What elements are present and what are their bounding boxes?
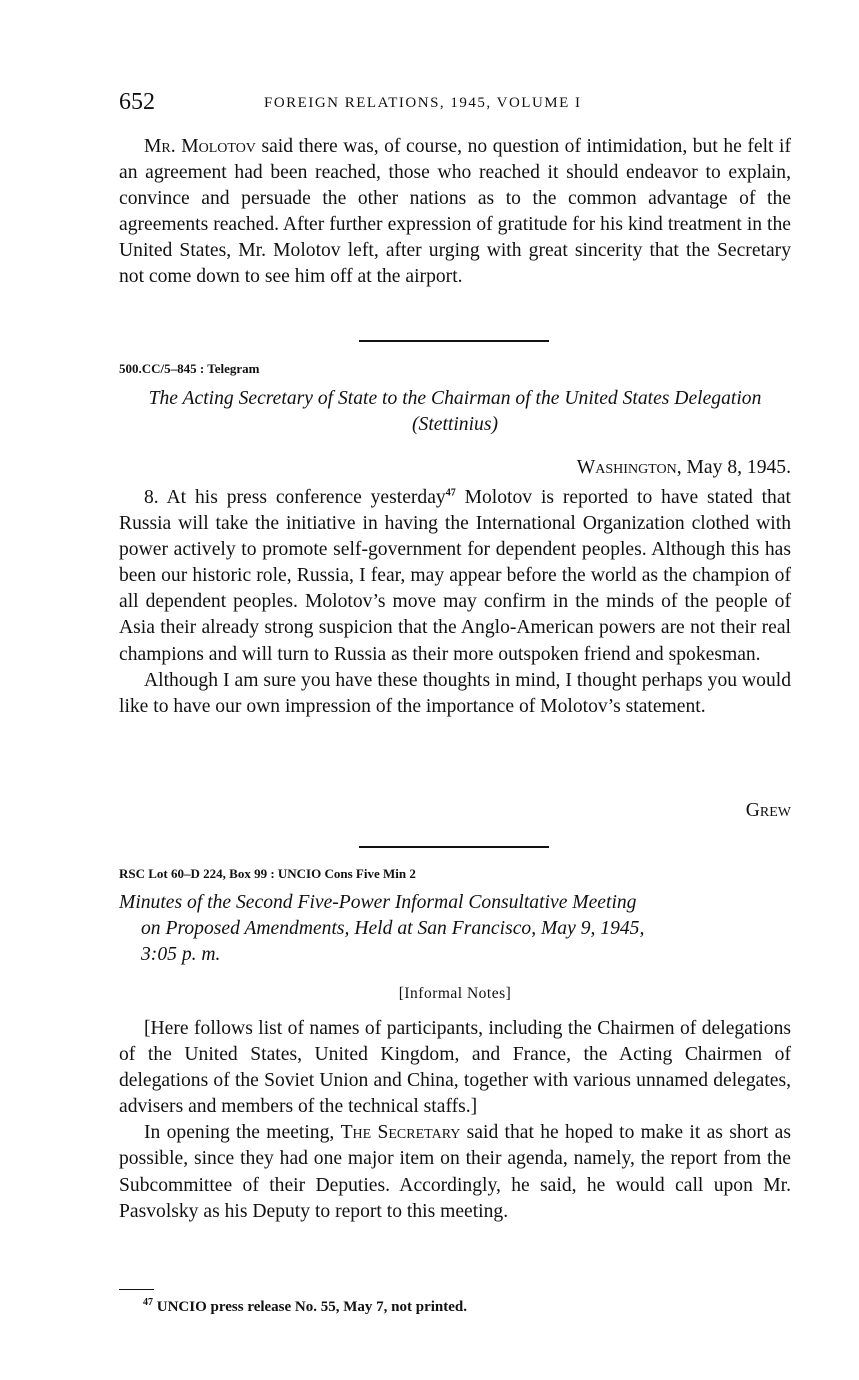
section-divider <box>359 846 549 848</box>
footnote-marker: 47 <box>143 1297 153 1308</box>
section-divider <box>359 340 549 342</box>
file-reference: RSC Lot 60–D 224, Box 99 : UNCIO Cons Five Min 2 <box>119 866 416 881</box>
footnote <box>143 1296 467 1318</box>
speaker-name: The Secretary <box>340 1122 461 1144</box>
document-subtitle: [Informal Notes] <box>398 985 512 1002</box>
footnote-text: UNCIO press release No. 55, May 7, not printed. <box>153 1299 468 1315</box>
dateline <box>577 455 791 481</box>
file-reference: 500.CC/5–845 : Telegram <box>119 361 260 376</box>
document-title: The Acting Secretary of State to the Chairman of the United States Delegation (Stettinius) <box>148 388 762 435</box>
running-title: FOREIGN RELATIONS, 1945, VOLUME I <box>264 95 582 111</box>
telegram-body <box>119 485 791 720</box>
paragraph-text: In opening the meeting, <box>144 1122 341 1144</box>
telegram-paragraph-1 <box>119 485 791 668</box>
paragraph-text: 8. At his press conference yesterday <box>144 487 446 508</box>
paragraph-molotov <box>119 134 791 291</box>
dateline-date: , May 8, 1945. <box>676 457 791 478</box>
minutes-paragraph-1: [Here follows list of names of participants, including the Chairmen of delegations of the United States, United Kingdom, and France, the Acting Chairmen of delegations of the Soviet Union and China, together with various unnamed delegates, advisers and members of the technical staffs.] <box>119 1018 791 1118</box>
speaker-name: Mr. Molotov <box>144 136 256 157</box>
dateline-place: Washington <box>576 457 677 478</box>
footnote-divider <box>119 1289 154 1290</box>
paragraph-text: Molotov is reported to have stated that Russia will take the initiative in having the International Organization clothed with power actively to promote self-government for dependent peoples. Although this has been our historic role, Russia, I fear, may appear before the world as the champion of all dependent peoples. Molotov’s move may confirm in the minds of the people of Asia their already strong suspicion that the Anglo-American powers are not their real champions and will turn to Russia as their more outspoken friend and spokesman. <box>119 487 791 665</box>
footnote-marker: 47 <box>445 487 456 499</box>
title-line: Minutes of the Second Five-Power Informal Consultative Meeting <box>119 892 637 913</box>
page-number: 652 <box>119 89 155 115</box>
title-line: 3:05 p. m. <box>141 944 221 965</box>
telegram-paragraph-2: Although I am sure you have these thoughts in mind, I thought perhaps you would like to have our own impression of the importance of Molotov’s statement. <box>119 669 791 717</box>
minutes-paragraph-2 <box>119 1120 791 1224</box>
document-title <box>119 890 791 968</box>
paragraph-text: said there was, of course, no question of intimidation, but he felt if an agreement had been reached, those who reached it should endeavor to explain, convince and persuade the other nations as to the common advantage of the agreements reached. After further expression of gratitude for his kind treatment in the United States, Mr. Molotov left, after urging with great sincerity that the Secretary not come down to see him off at the airport. <box>119 136 791 288</box>
minutes-body <box>119 1016 791 1225</box>
paragraph-text: said that he hoped to make it as short as possible, since they had one major item on their agenda, namely, the report from the Subcommittee of their Deputies. Accordingly, he said, he would call upon Mr. Pasvolsky as his Deputy to report to this meeting. <box>119 1122 791 1222</box>
signature: Grew <box>745 800 791 821</box>
running-head <box>119 88 791 118</box>
title-line: on Proposed Amendments, Held at San Francisco, May 9, 1945, <box>141 918 645 939</box>
